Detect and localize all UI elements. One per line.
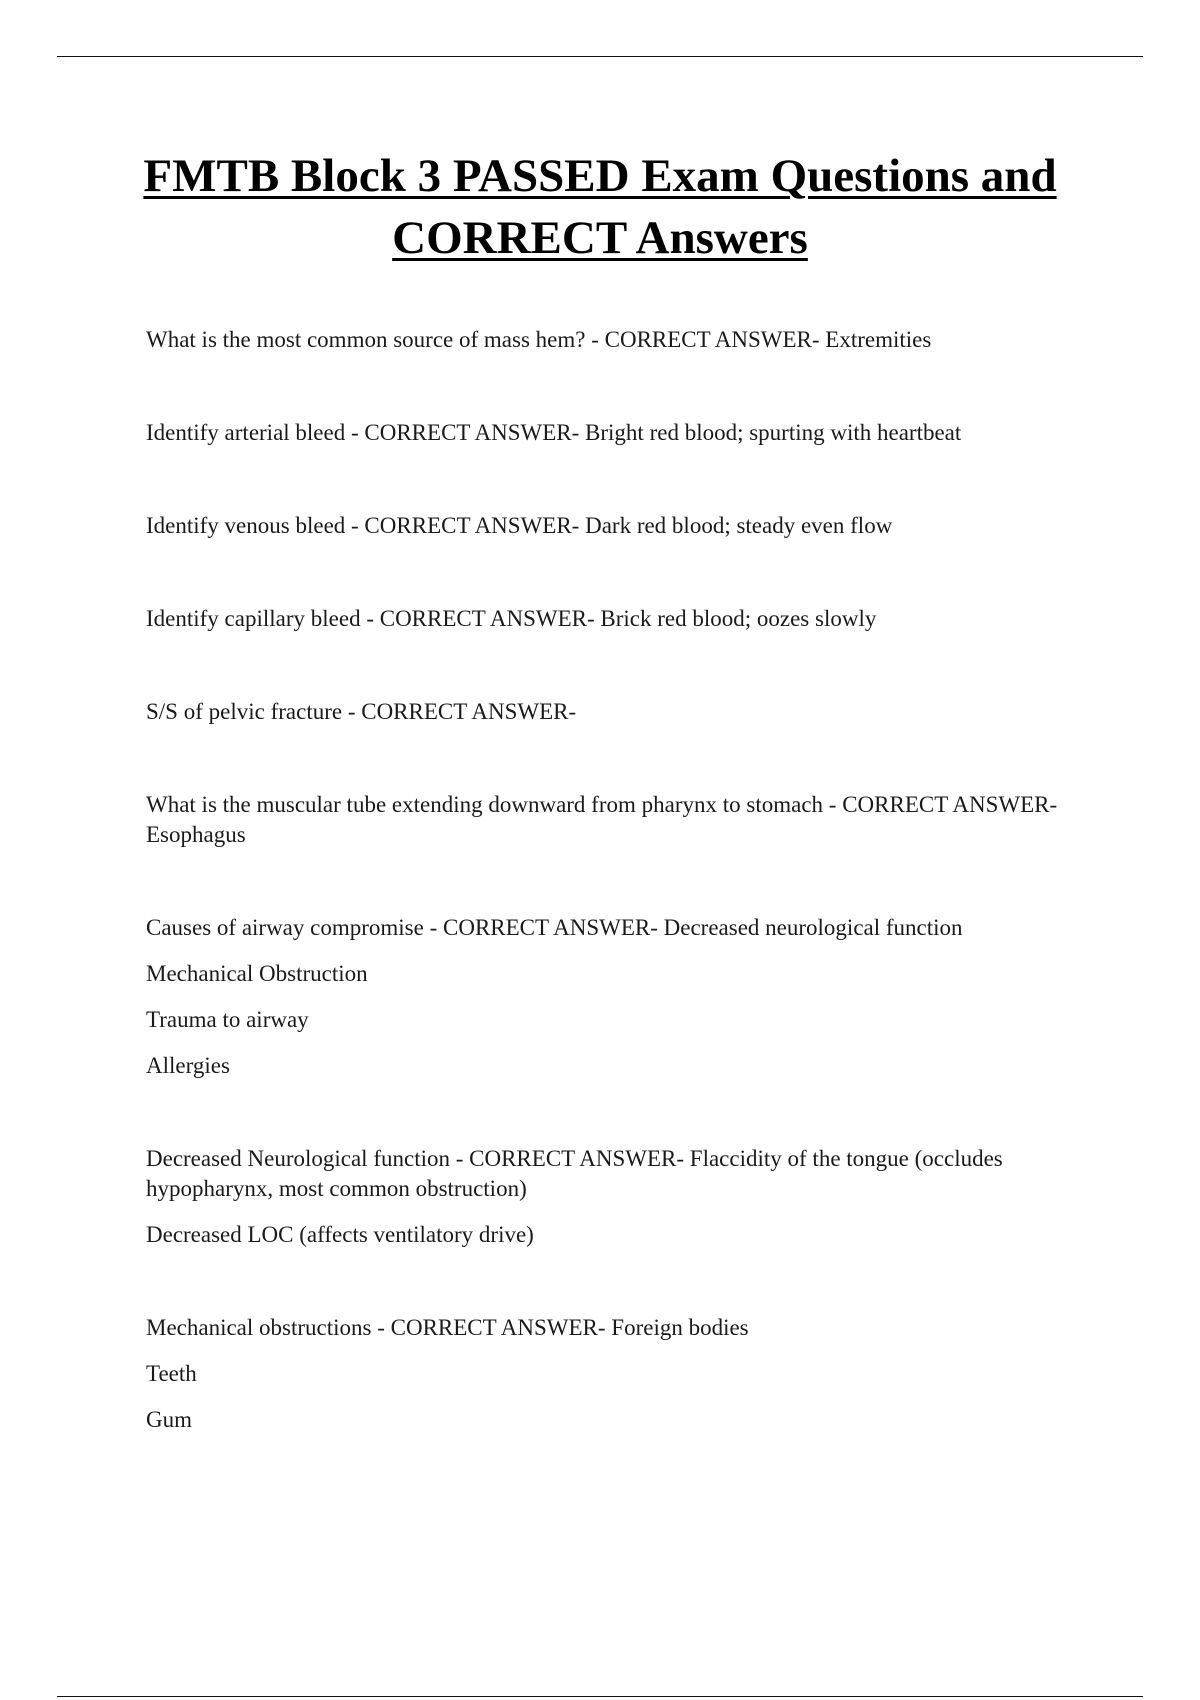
- footer-rule: [57, 1696, 1143, 1697]
- qa-text: Causes of airway compromise - CORRECT ANSWER- Decreased neurological function: [146, 915, 963, 940]
- qa-item-pelvic-fracture: [146, 697, 1076, 727]
- qa-text: Decreased Neurological function - CORRECT ANSWER- Flaccidity of the tongue (occludes hypopharynx, most common obstruction): [146, 1146, 1003, 1201]
- qa-extra-line: Gum: [146, 1407, 192, 1432]
- qa-extra-line: Allergies: [146, 1053, 230, 1078]
- qa-text: Identify arterial bleed - CORRECT ANSWER- Bright red blood; spurting with heartbeat: [146, 420, 962, 445]
- qa-item-mechanical-obstructions: [146, 1313, 1076, 1435]
- qa-extra-line: Trauma to airway: [146, 1007, 309, 1032]
- qa-item-venous-bleed: [146, 511, 1076, 541]
- qa-extra-line: Decreased LOC (affects ventilatory drive): [146, 1222, 534, 1247]
- qa-text: Identify capillary bleed - CORRECT ANSWER- Brick red blood; oozes slowly: [146, 606, 877, 631]
- document-title: [100, 145, 1100, 269]
- title-line-2: CORRECT Answers: [392, 212, 808, 264]
- qa-item-mass-hem: [146, 325, 1076, 355]
- qa-text: What is the muscular tube extending downward from pharynx to stomach - CORRECT ANSWER- Esophagus: [146, 792, 1058, 847]
- qa-item-airway-compromise: [146, 913, 1076, 1081]
- qa-extra-line: Mechanical Obstruction: [146, 961, 368, 986]
- qa-item-arterial-bleed: [146, 418, 1076, 448]
- qa-text: Mechanical obstructions - CORRECT ANSWER- Foreign bodies: [146, 1315, 749, 1340]
- qa-list: [146, 325, 1076, 1498]
- qa-text: What is the most common source of mass hem? - CORRECT ANSWER- Extremities: [146, 327, 932, 352]
- title-line-1: FMTB Block 3 PASSED Exam Questions and: [143, 150, 1057, 202]
- qa-item-esophagus: [146, 790, 1076, 850]
- qa-item-decreased-neuro: [146, 1144, 1076, 1250]
- qa-extra-line: Teeth: [146, 1361, 197, 1386]
- qa-text: Identify venous bleed - CORRECT ANSWER- Dark red blood; steady even flow: [146, 513, 893, 538]
- qa-item-capillary-bleed: [146, 604, 1076, 634]
- header-rule: [57, 56, 1143, 57]
- qa-text: S/S of pelvic fracture - CORRECT ANSWER-: [146, 699, 577, 724]
